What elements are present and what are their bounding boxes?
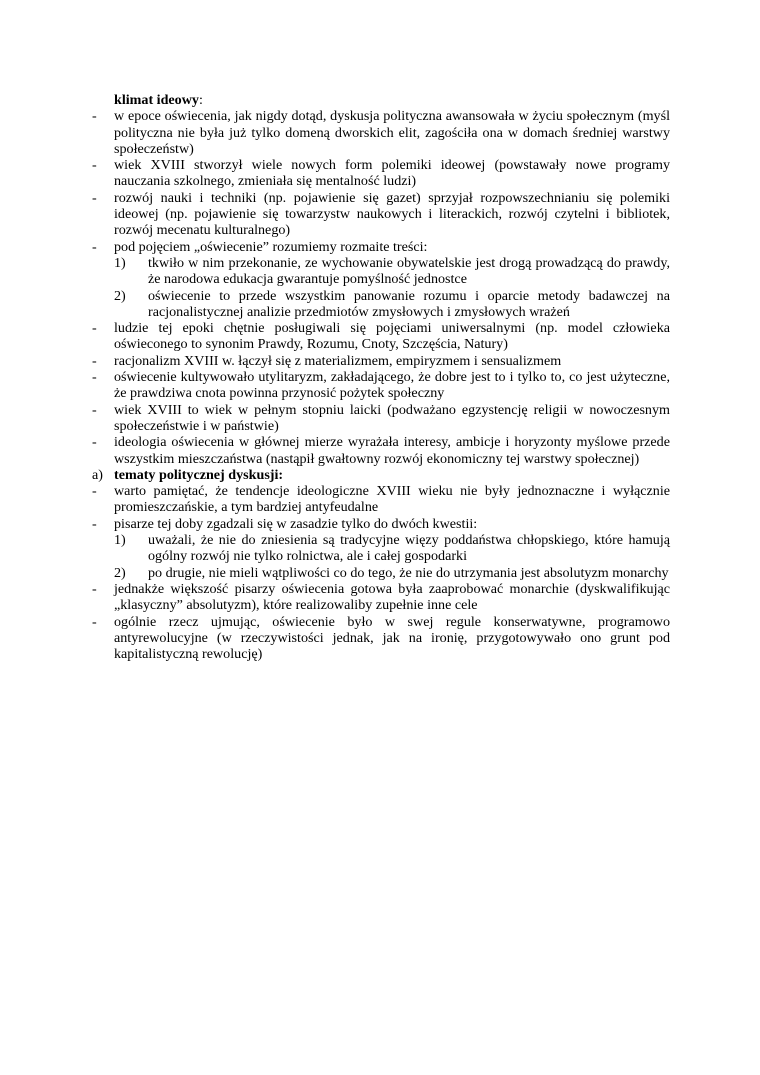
document-body xyxy=(92,92,670,662)
bullet-dash: - xyxy=(92,515,97,532)
numbered-sub-item xyxy=(92,288,670,321)
sub-item-number: 1) xyxy=(114,532,126,549)
list-item xyxy=(92,353,670,369)
list-item-text: wiek XVIII to wiek w pełnym stopniu laicki (podważano egzystencję religii w nowoczesnym społeczeństwie i w państwie) xyxy=(114,401,670,434)
list-item xyxy=(92,581,670,614)
bullet-dash: - xyxy=(92,108,97,125)
bullet-dash: - xyxy=(92,157,97,174)
sub-item-text: tkwiło w nim przekonanie, ze wychowanie obywatelskie jest drogą prowadzącą do prawdy, że narodowa edukacja gwarantuje pomyślność jednostce xyxy=(148,254,670,288)
list-item-text: ideologia oświecenia w głównej mierze wyrażała interesy, ambicje i horyzonty myślowe przede wszystkim mieszczaństwa (nastąpił gwałtowny rozwój ekonomiczny tej warstwy społecznej) xyxy=(114,434,670,467)
list-item-text: ogólnie rzecz ujmując, oświecenie było w swej regule konserwatywne, programowo antyrewolucyjne (w rzeczywistości jednak, jak na ironię, przygotowywało ono grunt pod kapitalistyczną rewolucję) xyxy=(114,613,670,663)
bullet-dash: - xyxy=(92,320,97,337)
list-item xyxy=(92,369,670,402)
list-item xyxy=(92,614,670,663)
list-item-text: rozwój nauki i techniki (np. pojawienie się gazet) sprzyjał rozpowszechnianiu się polemiki ideowej (np. pojawienie się towarzystw naukowych i literackich, rozwój czytelni i bibliotek, rozwój mecenatu kulturalnego) xyxy=(114,189,670,239)
list-item-text: w epoce oświecenia, jak nigdy dotąd, dyskusja polityczna awansowała w życiu społecznym (myśl polityczna nie była już tylko domeną dworskich elit, zagościła ona w domach średniej warstwy społeczeństw) xyxy=(114,108,670,157)
bullet-dash: - xyxy=(92,238,97,255)
numbered-sub-item xyxy=(92,565,670,581)
list-item-text: ludzie tej epoki chętnie posługiwali się pojęciami uniwersalnymi (np. model człowieka oświeconego to synonim Prawdy, Rozumu, Cnoty, Szczęścia, Natury) xyxy=(114,320,670,353)
list-item-text: warto pamiętać, że tendencje ideologiczne XVIII wieku nie były jednoznaczne i wyłącznie promieszczańskie, a tym bardziej antyfeudalne xyxy=(114,483,670,516)
numbered-sub-item xyxy=(92,255,670,288)
list-item-text: wiek XVIII stworzył wiele nowych form polemiki ideowej (powstawały nowe programy nauczania szkolnego, zmieniała się mentalność ludzi) xyxy=(114,157,670,190)
bullet-dash: - xyxy=(92,434,97,451)
list-item xyxy=(92,108,670,157)
section-heading-klimat-ideowy xyxy=(114,92,670,108)
sub-item-text: po drugie, nie mieli wątpliwości co do tego, że nie do utrzymania jest absolutyzm monarchy xyxy=(148,564,669,581)
list-item xyxy=(92,516,670,532)
heading-text: klimat ideowy xyxy=(114,92,199,108)
list-item xyxy=(92,239,670,255)
bullet-dash: - xyxy=(92,580,97,597)
bullet-dash: - xyxy=(92,613,97,630)
bullet-dash: - xyxy=(92,189,97,206)
sub-item-number: 2) xyxy=(114,287,126,304)
list-item xyxy=(92,157,670,190)
section-letter-marker: a) xyxy=(92,466,103,483)
bullet-dash: - xyxy=(92,483,97,500)
sub-item-text: oświecenie to przede wszystkim panowanie rozumu i oparcie metody badawczej na racjonalistycznej analizie przedmiotów zmysłowych i zmysłowych wrażeń xyxy=(148,287,670,320)
list-item-text: racjonalizm XVIII w. łączył się z materializmem, empiryzmem i sensualizmem xyxy=(114,352,562,369)
sub-item-number: 1) xyxy=(114,254,126,271)
list-item xyxy=(92,402,670,435)
list-item-text: oświecenie kultywowało utylitaryzm, zakładającego, że dobre jest to i tylko to, co jest użyteczne, że prawdziwa cnota powinna przynosić pożytek społeczny xyxy=(114,369,670,402)
list-item xyxy=(92,320,670,353)
list-item xyxy=(92,190,670,239)
sub-item-text: uważali, że nie do zniesienia są tradycyjne więzy poddaństwa chłopskiego, które hamują ogólny rozwój nie tylko rolnictwa, ale i całej gospodarki xyxy=(148,532,670,565)
heading-colon: : xyxy=(198,92,203,108)
list-item-text: jednakże większość pisarzy oświecenia gotowa była zaaprobować monarchie (dyskwalifikując „klasyczny” absolutyzm), które realizowaliby zupełnie inne cele xyxy=(114,580,670,614)
section-heading-tematy-politycznej-dyskusji xyxy=(92,467,670,483)
list-item xyxy=(92,434,670,467)
list-item-text: pod pojęciem „oświecenie” rozumiemy rozmaite treści: xyxy=(114,238,428,255)
numbered-sub-item xyxy=(92,532,670,565)
sub-item-number: 2) xyxy=(114,564,126,581)
bullet-dash: - xyxy=(92,369,97,386)
heading-text: tematy politycznej dyskusji: xyxy=(114,466,284,483)
bullet-dash: - xyxy=(92,401,97,418)
list-item xyxy=(92,483,670,516)
bullet-dash: - xyxy=(92,352,97,369)
list-item-text: pisarze tej doby zgadzali się w zasadzie tylko do dwóch kwestii: xyxy=(114,515,478,532)
